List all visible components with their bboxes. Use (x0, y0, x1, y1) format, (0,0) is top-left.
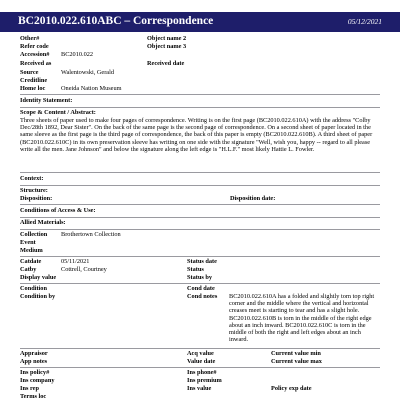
source-value: Walentowski, Gerald (61, 69, 115, 76)
collection-label: Collection (20, 231, 48, 238)
divider (20, 185, 380, 186)
terms-loc-label: Terms loc (20, 393, 47, 400)
ins-policy-label: Ins policy# (20, 369, 50, 376)
scope-label: Scope & Content / Abstract: (20, 109, 96, 116)
cond-notes-value: BC2010.022.610A has a folded and slightly torn top right corner and the middle where the vertical and horizontal creases meet is starting to tear and has a slight hole. BC2010.022.610B is torn in the middle of the right edge about an inch inward. BC2010.022.610C is torn in the middle of both the right and left edges about an inch inward. (229, 293, 375, 344)
context-label: Context: (20, 175, 44, 182)
accession-value: BC2010.022 (61, 51, 94, 58)
divider (20, 229, 380, 230)
cond-notes-label: Cond notes (187, 293, 218, 300)
record-title: BC2010.022.610ABC – Correspondence (18, 15, 214, 27)
ins-company-label: Ins company (20, 377, 55, 384)
record-date: 05/12/2021 (347, 17, 382, 26)
disposition-label: Disposition: (20, 195, 53, 202)
display-value-label: Display value (20, 274, 57, 281)
status-by-label: Status by (187, 274, 213, 281)
policy-exp-date-label: Policy exp date (271, 385, 312, 392)
identity-statement-label: Identity Statement: (20, 97, 73, 104)
app-notes-label: App notes (20, 358, 48, 365)
ins-value-label: Ins value (187, 385, 212, 392)
value-date-label: Value date (187, 358, 216, 365)
refer-code-label: Refer code (20, 43, 49, 50)
appraisor-label: Appraisor (20, 350, 48, 357)
catdate-label: Catdate (20, 258, 42, 265)
home-loc-value: Oneida Nation Museum (61, 85, 122, 92)
current-value-min-label: Current value min (271, 350, 321, 357)
object-name-2-label: Object name 2 (147, 35, 187, 42)
structure-label: Structure: (20, 187, 48, 194)
scope-value: Three sheets of paper used to make four pages of correspondence. Writing is on the first page (BC2010.022.610A) with the address "Colby Dec/28th 1892, Dear Sister". On the back of the same page is the second page of correspondence. On a second sheet of paper located in the same sleeve as the first page is the third page of correspondence, the back of this paper is empty (BC2010.022.610B). A third sheet of paper (BC2010.022.610C) in its own preservation sleeve has writing on one side with the signature "Well, wish you, happy -- regard to all please write all the men. Jane Johnson" and below the signature along the left edge is "H.L.F." most likely Hattie L. Fowler. (20, 117, 373, 153)
status-date-label: Status date (187, 258, 217, 265)
cond-date-label: Cond date (187, 285, 215, 292)
divider (20, 107, 380, 108)
condition-by-label: Condition by (20, 293, 56, 300)
other-label: Other# (20, 35, 40, 42)
catdate-value: 05/11/2021 (61, 258, 90, 265)
received-as-label: Received as (20, 60, 52, 67)
event-label: Event (20, 239, 36, 246)
received-date-label: Received date (147, 60, 185, 67)
catby-value: Cottrell, Courtney (61, 266, 107, 273)
current-value-max-label: Current value max (271, 358, 322, 365)
allied-materials-label: Allied Materials: (20, 219, 66, 226)
source-label: Source (20, 69, 39, 76)
divider (20, 94, 380, 95)
disposition-date-label: Disposition date: (230, 195, 276, 202)
condition-label: Condition (20, 285, 47, 292)
accession-label: Accession# (20, 51, 50, 58)
catby-label: Catby (20, 266, 37, 273)
record-header (0, 12, 400, 32)
divider (20, 367, 380, 368)
divider (20, 283, 380, 284)
conditions-access-label: Conditions of Access & Use: (20, 207, 96, 214)
divider (20, 348, 380, 349)
ins-rep-label: Ins rep (20, 385, 39, 392)
collection-value: Brothertown Collection (61, 231, 121, 238)
home-loc-label: Home loc (20, 85, 46, 92)
acq-value-label: Acq value (187, 350, 214, 357)
divider (20, 217, 380, 218)
creditline-label: Creditline (20, 77, 48, 84)
ins-phone-label: Ins phone# (187, 369, 217, 376)
object-name-3-label: Object name 3 (147, 43, 187, 50)
divider (20, 204, 380, 205)
divider (20, 172, 380, 173)
status-label: Status (187, 266, 204, 273)
medium-label: Medium (20, 247, 43, 254)
ins-premium-label: Ins premium (187, 377, 222, 384)
divider (20, 256, 380, 257)
